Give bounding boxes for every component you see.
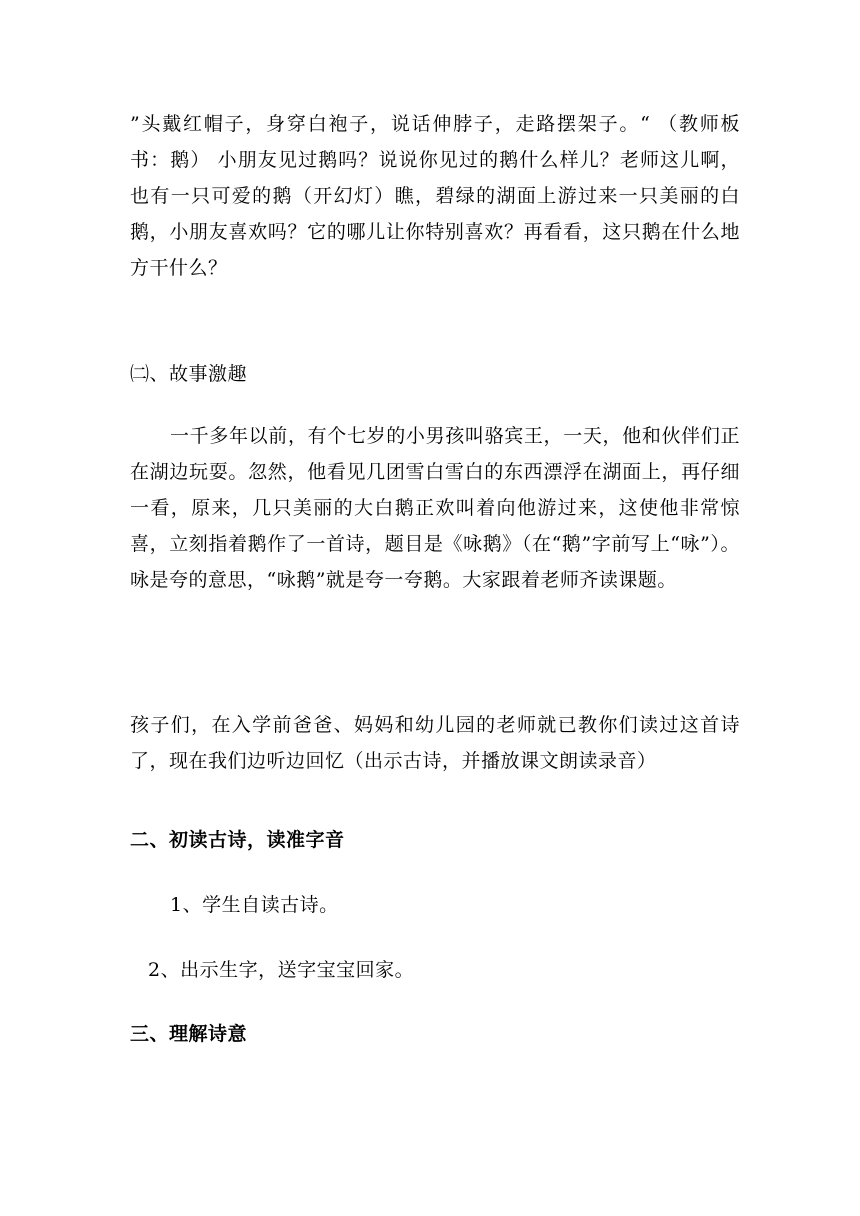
heading-understand-poem: 三、理解诗意 [130, 1023, 248, 1045]
list-item-new-characters: 2、出示生字，送字宝宝回家。 [148, 959, 415, 981]
heading-first-reading: 二、初读古诗，读准字音 [130, 829, 345, 851]
paragraph-recall: 孩子们，在入学前爸爸、妈妈和幼儿园的老师就已教你们读过这首诗了，现在我们边听边回忆（出示古诗，并播放课文朗读录音） [130, 714, 740, 772]
list-item-self-read: 1、学生自读古诗。 [170, 894, 339, 916]
paragraph-intro: ”头戴红帽子，身穿白袍子，说话伸脖子，走路摆架子。“ （教师板书：鹅） 小朋友见过鹅吗？说说你见过的鹅什么样儿？老师这儿啊，也有一只可爱的鹅（开幻灯）瞧，碧绿的湖面上游过来一只美丽的白鹅，小朋友喜欢吗？它的哪儿让你特别喜欢？再看看，这只鹅在什么地方干什么？ [130, 113, 740, 279]
subheading-story: ㈡、故事激趣 [130, 363, 248, 385]
paragraph-story: 一千多年以前，有个七岁的小男孩叫骆宾王，一天，他和伙伴们正在湖边玩耍。忽然，他看见几团雪白雪白的东西漂浮在湖面上，再仔细一看，原来，几只美丽的大白鹅正欢叫着向他游过来，这使他非常惊喜，立刻指着鹅作了一首诗，题目是《咏鹅》（在“鹅”字前写上“咏”）。咏是夸的意思，“咏鹅”就是夸一夸鹅。大家跟着老师齐读课题。 [130, 425, 740, 591]
